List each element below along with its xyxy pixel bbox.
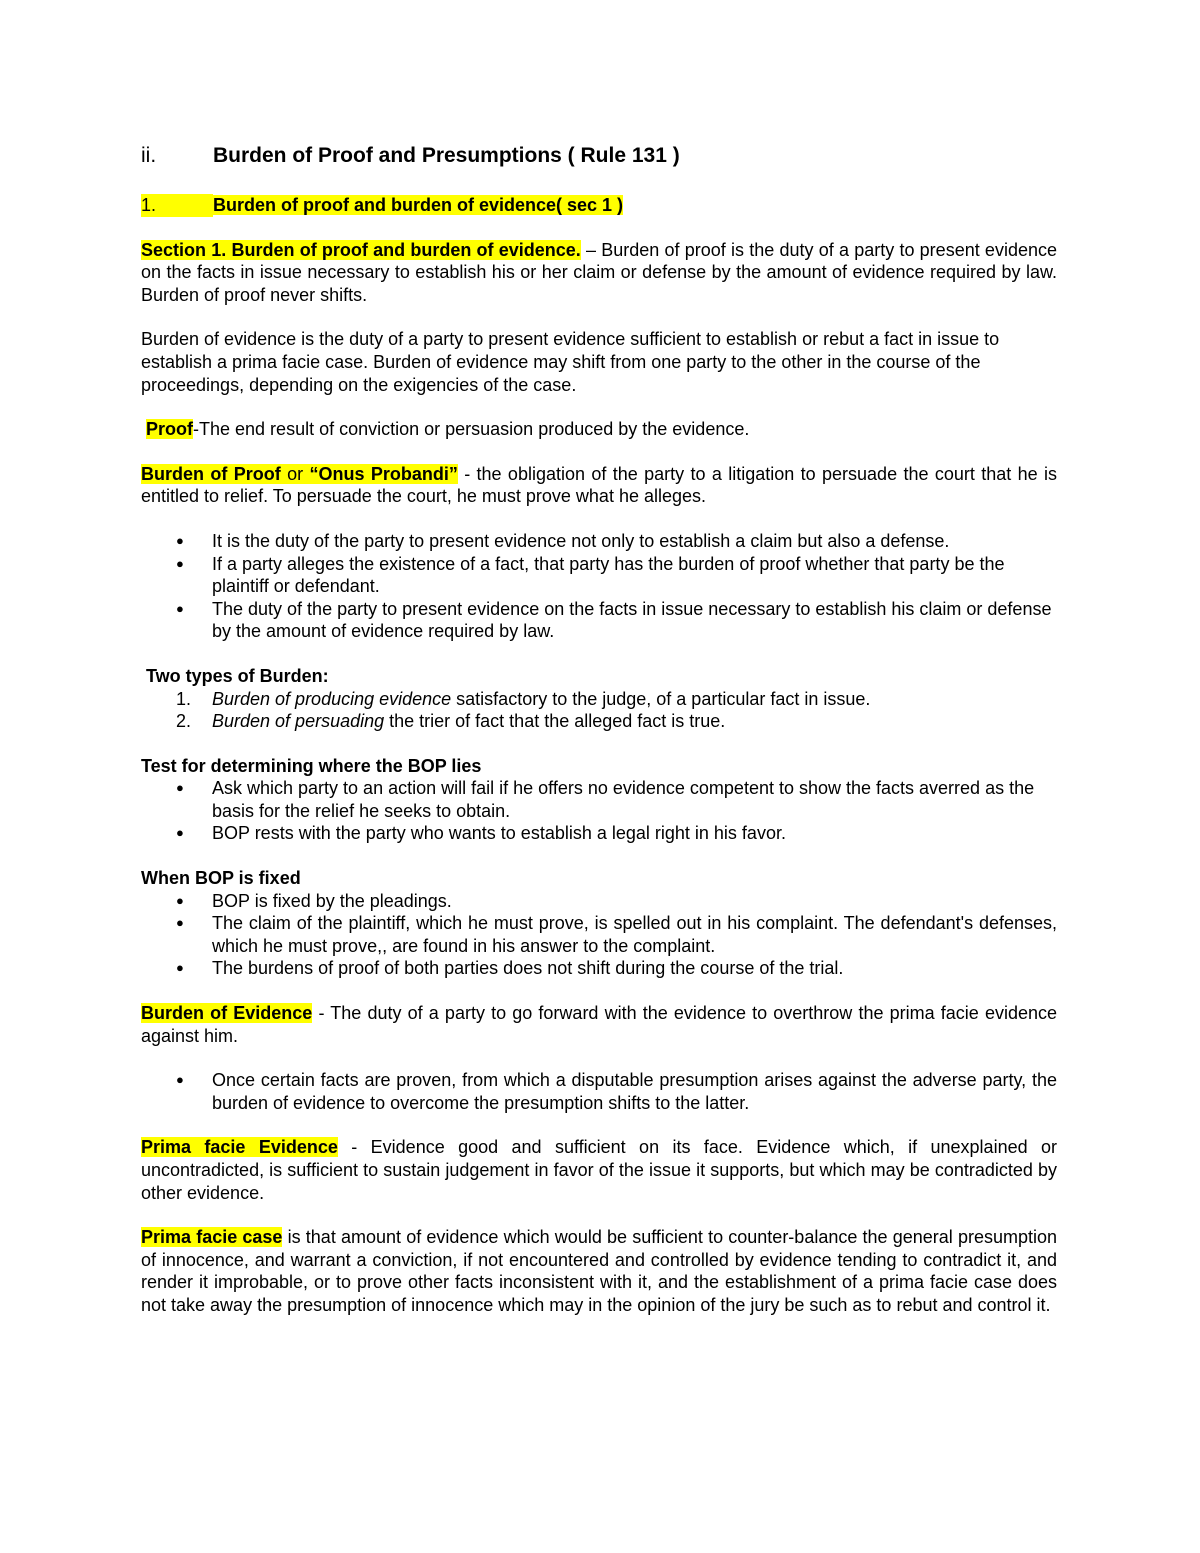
bullet-icon: ● <box>176 780 184 796</box>
bullet-icon: ● <box>176 555 184 571</box>
bullet-icon: ● <box>176 892 184 908</box>
bop-paragraph <box>141 463 1057 508</box>
list-item <box>141 553 1057 598</box>
list-item <box>141 598 1057 643</box>
list-item-text: The claim of the plaintiff, which he must prove, is spelled out in his complaint. The defendant's defenses, which he must prove,, are found in his answer to the complaint. <box>212 913 1057 956</box>
document-page <box>141 142 1057 1339</box>
fixed-heading: When BOP is fixed <box>141 868 301 889</box>
test-bullet-list <box>141 777 1057 845</box>
proof-label: Proof <box>146 419 194 440</box>
test-heading: Test for determining where the BOP lies <box>141 755 482 776</box>
section1-paragraph <box>141 239 1057 307</box>
bop-bullet-list <box>141 530 1057 643</box>
list-item-text: Once certain facts are proven, from which a disputable presumption arises against the adverse party, the burden of evidence to overcome the presumption shifts to the latter. <box>212 1070 1057 1113</box>
bullet-icon: ● <box>176 915 184 931</box>
bop-text: - the obligation of the party to a litigation to persuade the court that he is entitled to relief. To persuade the court, he must prove what he alleges. <box>141 463 1057 507</box>
section1-label: Section 1. Burden of proof and burden of evidence. <box>141 239 581 260</box>
burden-of-evidence-paragraph: Burden of evidence is the duty of a party to present evidence sufficient to establish or rebut a fact in issue to establish a prima facie case. Burden of evidence may shift from one party to the other in the course of the proceedings, depending on the exigencies of the case. <box>141 329 1000 395</box>
list-item <box>141 822 1057 845</box>
boe-label: Burden of Evidence <box>141 1003 313 1024</box>
two-types-heading: Two types of Burden: <box>146 665 329 686</box>
bullet-icon: ● <box>176 600 184 616</box>
list-item-text: satisfactory to the judge, of a particular fact in issue. <box>451 688 871 709</box>
fixed-bullet-list <box>141 890 1057 980</box>
bop-or: or <box>287 463 310 484</box>
pfe-label: Prima facie Evidence <box>141 1137 338 1158</box>
list-item <box>141 912 1057 957</box>
heading-number: ii. <box>141 144 157 167</box>
list-number: 2. <box>176 711 192 732</box>
pfe-text: - Evidence good and sufficient on its face. Evidence which, if unexplained or uncontradicted, is sufficient to sustain judgement in favor of the issue it supports, but which may be contradicted by other evidence. <box>141 1137 1057 1203</box>
list-number: 1. <box>176 688 192 709</box>
list-item <box>141 777 1057 822</box>
list-item <box>141 710 1057 733</box>
list-item <box>141 530 1057 553</box>
proof-paragraph <box>141 418 1057 441</box>
section1-text: – Burden of proof is the duty of a party to present evidence on the facts in issue necessary to establish his or her claim or defense by the amount of evidence required by law. Burden of proof never shifts. <box>141 239 1057 305</box>
list-item-text: The duty of the party to present evidence on the facts in issue necessary to establish his claim or defense by the amount of evidence required by law. <box>212 598 1052 642</box>
pfe-paragraph <box>141 1136 1057 1204</box>
list-item <box>141 1069 1057 1114</box>
two-types-list <box>141 688 1057 733</box>
list-item-text: If a party alleges the existence of a fact, that party has the burden of proof whether that party be the plaintiff or defendant. <box>212 553 1005 597</box>
proof-text: -The end result of conviction or persuasion produced by the evidence. <box>193 419 750 440</box>
list-item-italic: Burden of producing evidence <box>212 688 452 709</box>
bullet-icon: ● <box>176 1072 184 1088</box>
list-item-italic: Burden of persuading <box>212 711 385 732</box>
bop-label: Burden of Proof <box>141 463 288 484</box>
list-item <box>141 890 1057 913</box>
subheading-number: 1. <box>141 194 213 217</box>
list-item-text: BOP rests with the party who wants to establish a legal right in his favor. <box>212 823 786 844</box>
bop-label2: “Onus Probandi” <box>309 463 458 484</box>
pfc-paragraph <box>141 1226 1057 1316</box>
subheading-title: Burden of proof and burden of evidence( sec 1 ) <box>213 195 624 215</box>
list-item-text: The burdens of proof of both parties does not shift during the course of the trial. <box>212 958 844 979</box>
sub-heading <box>141 194 1057 217</box>
pfc-text: is that amount of evidence which would be sufficient to counter-balance the general presumption of innocence, and warrant a conviction, if not encountered and controlled by evidence tending to contradict it, and render it improbable, or to prove other facts inconsistent with it, and the establishment of a prima facie case does not take away the presumption of innocence which may in the opinion of the jury be such as to rebut and control it. <box>141 1227 1057 1315</box>
main-heading <box>141 142 1057 170</box>
heading-title: Burden of Proof and Presumptions ( Rule 131 ) <box>213 144 680 167</box>
list-item-text: the trier of fact that the alleged fact is true. <box>384 711 726 732</box>
bullet-icon: ● <box>176 532 184 548</box>
list-item-text: Ask which party to an action will fail if he offers no evidence competent to show the facts averred as the basis for the relief he seeks to obtain. <box>212 778 1035 821</box>
bullet-icon: ● <box>176 825 184 841</box>
pfc-label: Prima facie case <box>141 1227 283 1248</box>
list-item-text: BOP is fixed by the pleadings. <box>212 890 452 911</box>
list-item <box>141 688 1057 711</box>
boe-bullet-list <box>141 1069 1057 1114</box>
list-item <box>141 957 1057 980</box>
boe-paragraph <box>141 1002 1057 1047</box>
boe-text: - The duty of a party to go forward with the evidence to overthrow the prima facie evidence against him. <box>141 1003 1057 1046</box>
bullet-icon: ● <box>176 960 184 976</box>
list-item-text: It is the duty of the party to present evidence not only to establish a claim but also a defense. <box>212 530 950 551</box>
